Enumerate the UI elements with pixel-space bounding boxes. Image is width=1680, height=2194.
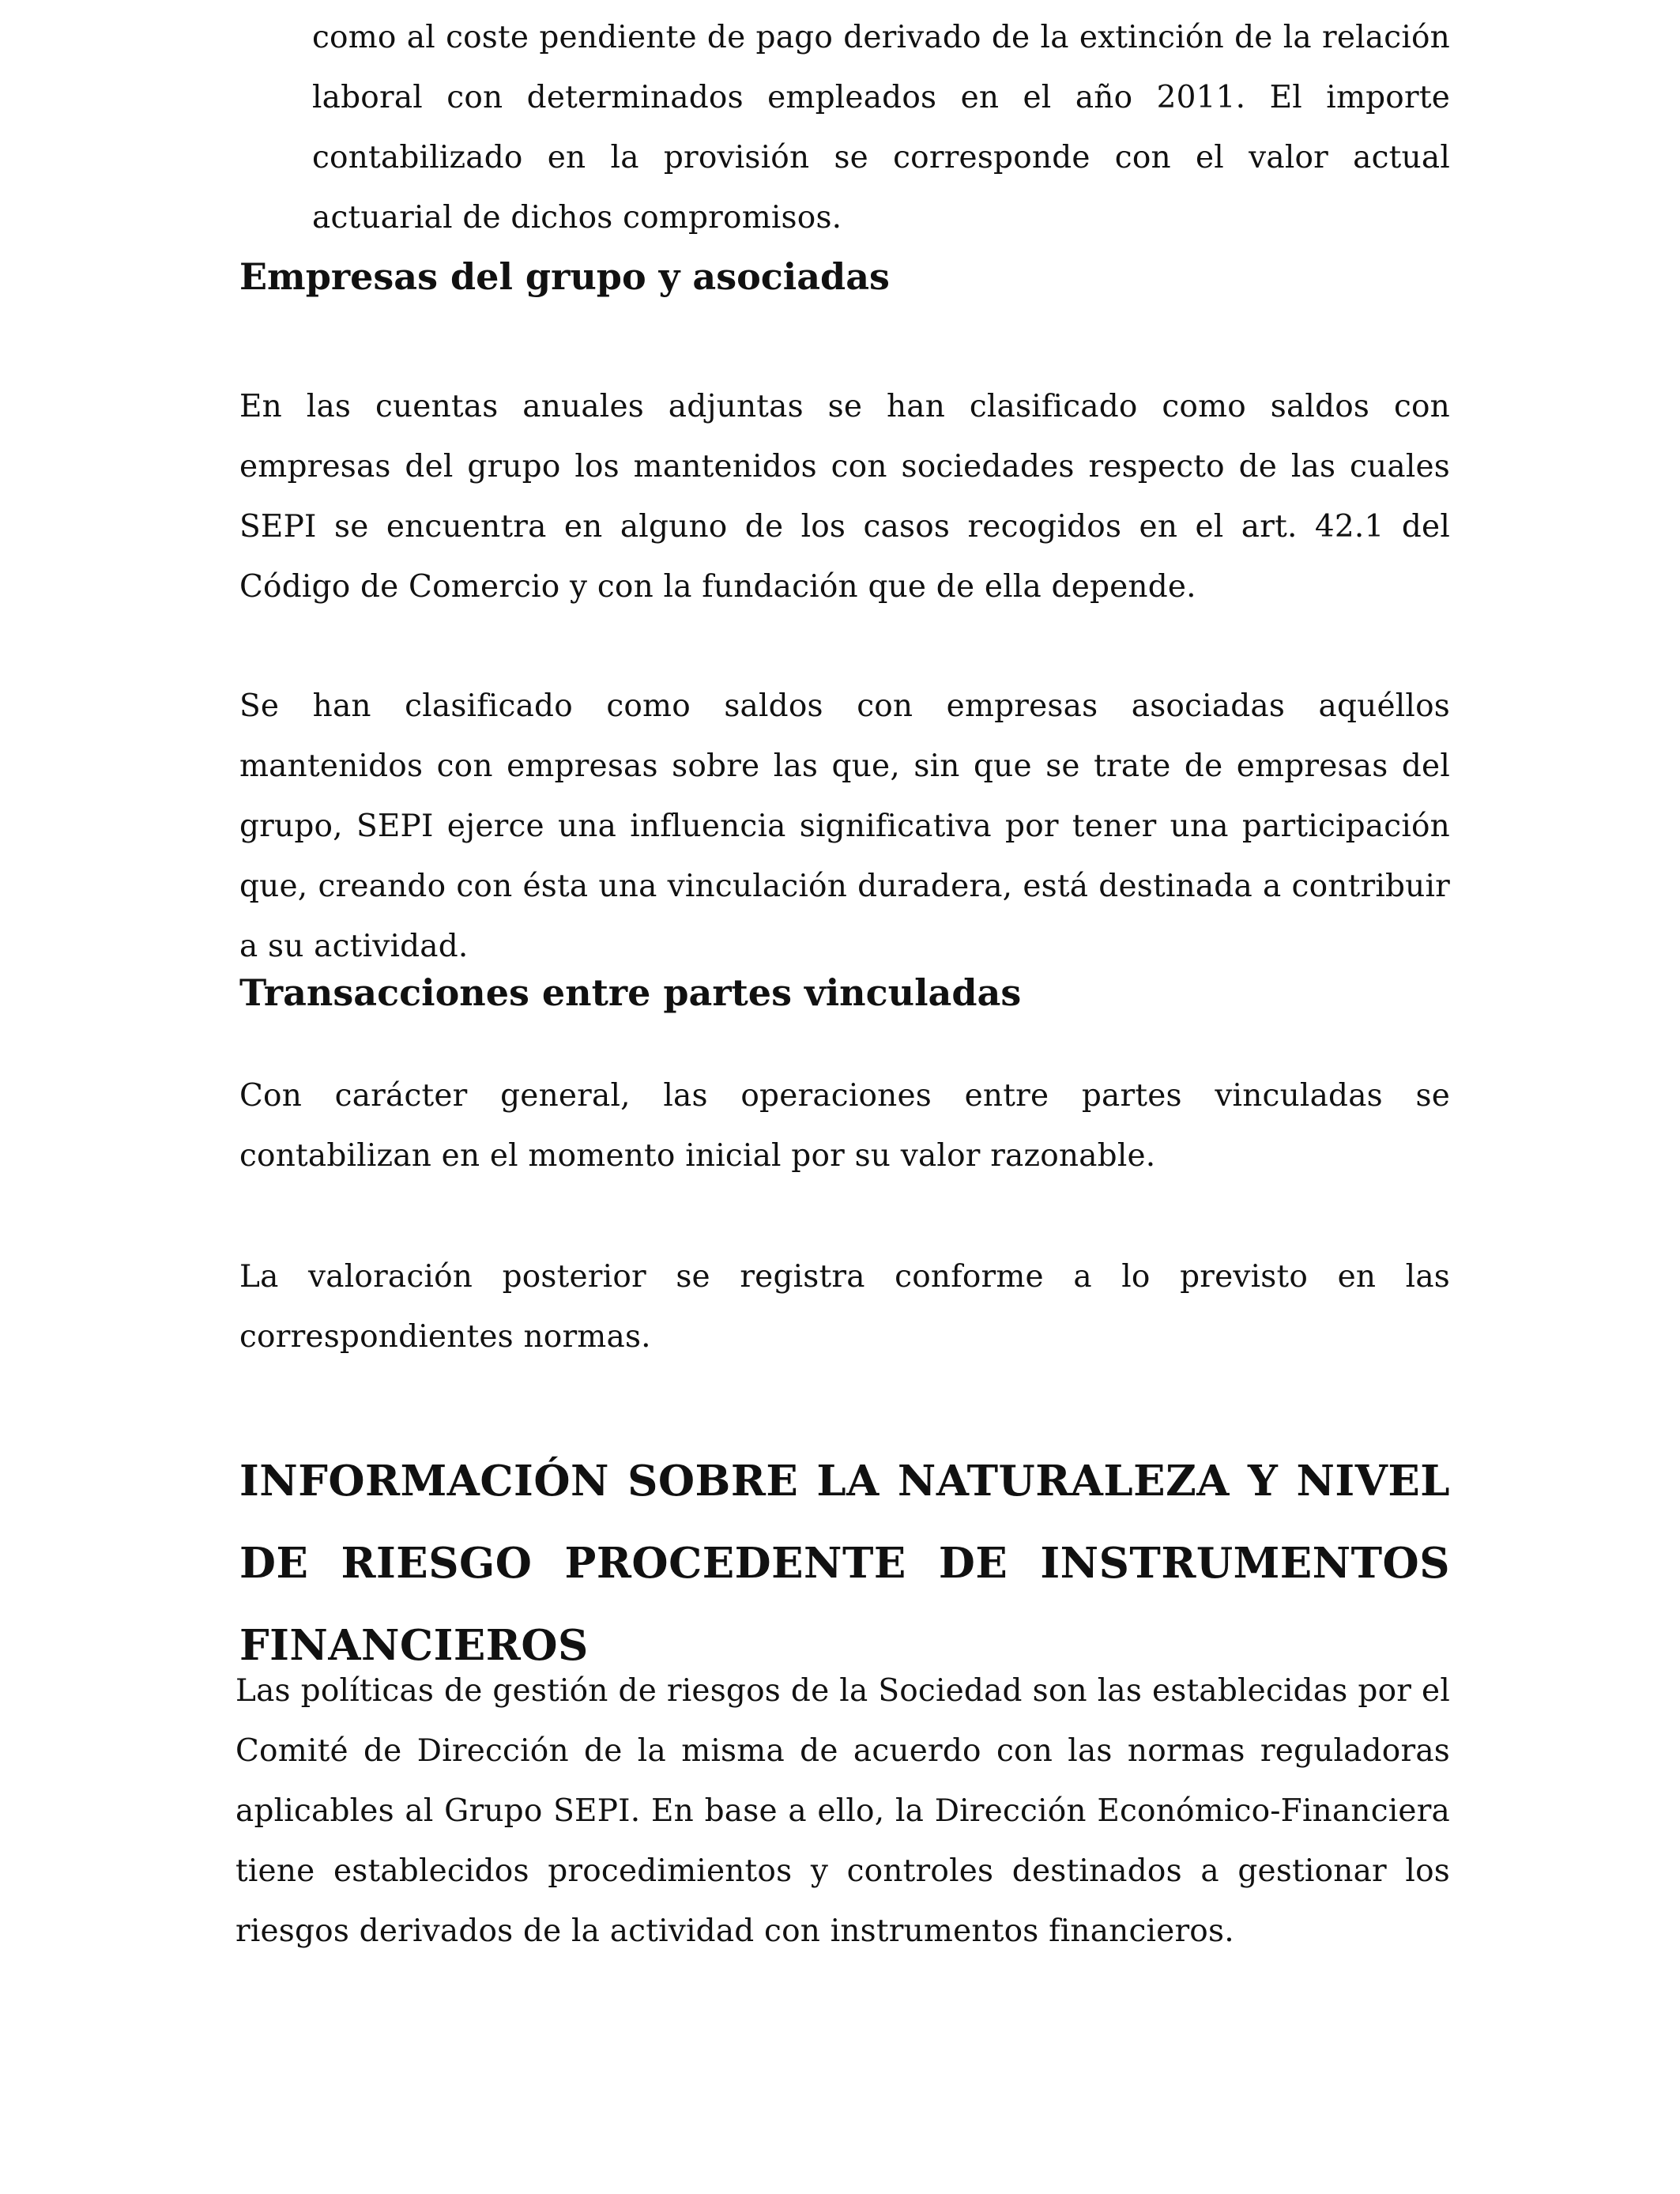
group-companies-paragraph-2: Se han clasificado como saldos con empresas asociadas aquéllos mantenidos con empresas sobre las que, sin que se trate de empresas del grupo, SEPI ejerce una influencia significativa por tener una participación que, creando con ésta una vinculación duradera, está destinada a contribuir a su actividad.: [239, 688, 1450, 964]
financial-risk-paragraph-1: Las políticas de gestión de riesgos de la Sociedad son las establecidas por el Comité de Dirección de la misma de acuerdo con las normas reguladoras aplicables al Grupo SEPI. En base a ello, la Dirección Económico-Financiera tiene establecidos procedimientos y controles destinados a gestionar los riesgos derivados de la actividad con instrumentos financieros.: [235, 1673, 1450, 1949]
related-parties-paragraph-1: Con carácter general, las operaciones entre partes vinculadas se contabilizan en el momento inicial por su valor razonable.: [239, 1078, 1450, 1174]
section-heading-financial-risk: INFORMACIÓN SOBRE LA NATURALEZA Y NIVEL DE RIESGO PROCEDENTE DE INSTRUMENTOS FINANCIEROS: [239, 1457, 1450, 1670]
group-companies-paragraph-1: En las cuentas anuales adjuntas se han clasificado como saldos con empresas del grupo los mantenidos con sociedades respecto de las cuales SEPI se encuentra en alguno de los casos recogidos en el art. 42.1 del Código de Comercio y con la fundación que de ella depende.: [239, 389, 1450, 605]
continuation-paragraph: como al coste pendiente de pago derivado de la extinción de la relación laboral con determinados empleados en el año 2011. El importe contabilizado en la provisión se corresponde con el valor actual actuarial de dichos compromisos.: [312, 20, 1450, 236]
section-heading-group-companies: Empresas del grupo y asociadas: [239, 255, 890, 298]
related-parties-paragraph-2: La valoración posterior se registra conforme a lo previsto en las correspondientes normas.: [239, 1259, 1450, 1355]
section-heading-related-parties: Transacciones entre partes vinculadas: [239, 971, 1022, 1014]
